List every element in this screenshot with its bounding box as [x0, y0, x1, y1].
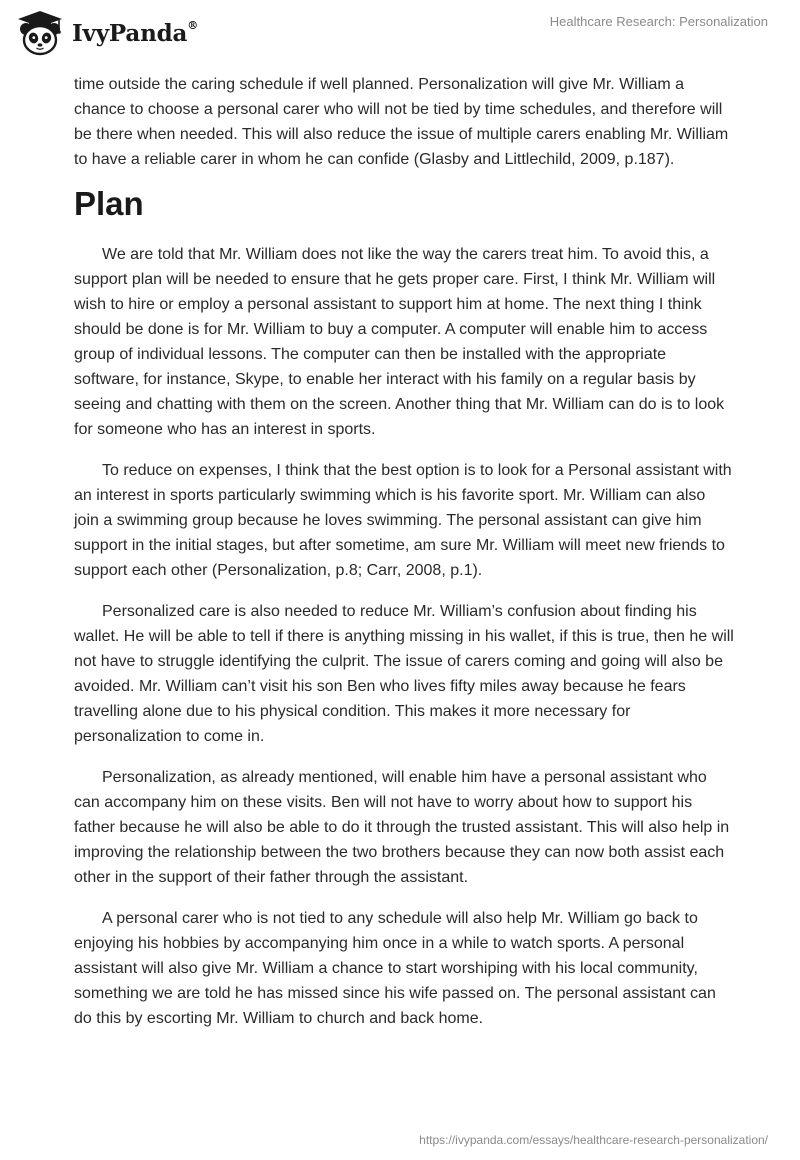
- body-paragraph: A personal carer who is not tied to any schedule will also help Mr. William go back to enjoying his hobbies by accompanying him once in a while to watch sports. A personal assistant will also give Mr. William a chance to start worshiping with his local community, something we are told he has missed since his wife passed on. The personal assistant can do this by escorting Mr. William to church and back home.: [74, 910, 716, 1027]
- panda-graduation-cap-icon: [14, 9, 66, 57]
- body-paragraph: We are told that Mr. William does not like the way the carers treat him. To avoid this, a support plan will be needed to ensure that he gets proper care. First, I think Mr. William will wish to hire or employ a personal assistant to support him at home. The next thing I think should be done is for Mr. William to buy a computer. A computer will enable him to access group of individual lessons. The computer can then be installed with the appropriate software, for instance, Skype, to enable her interact with his family on a regular basis by seeing and chatting with them on the screen. Another thing that Mr. William can do is to look for someone who has an interest in sports.: [74, 246, 725, 438]
- ivypanda-logo[interactable]: [14, 8, 198, 58]
- brand-name: IvyPanda®: [72, 18, 198, 47]
- section-heading: Plan: [74, 185, 144, 222]
- source-url[interactable]: https://ivypanda.com/essays/healthcare-research-personalization/: [419, 1133, 768, 1147]
- body-paragraph: Personalization, as already mentioned, will enable him have a personal assistant who can accompany him on these visits. Ben will not have to worry about how to support his father because he will also be able to do it through the trusted assistant. This will also help in improving the relationship between the two brothers because they can now both assist each other in the support of their father through the assistant.: [74, 769, 730, 886]
- page-header: [0, 0, 800, 70]
- intro-paragraph: time outside the caring schedule if well planned. Personalization will give Mr. William a chance to choose a personal carer who will not be tied by time schedules, and therefore will be there when needed. This will also reduce the issue of multiple carers enabling Mr. William to have a reliable carer in whom he can confide (Glasby and Littlechild, 2009, p.187).: [74, 76, 729, 168]
- essay-body: [74, 72, 734, 1047]
- document-title: Healthcare Research: Personalization: [549, 14, 768, 29]
- body-paragraph: To reduce on expenses, I think that the best option is to look for a Personal assistant with an interest in sports particularly swimming which is his favorite sport. Mr. William can also join a swimming group because he loves swimming. The personal assistant can give him support in the initial stages, but after sometime, am sure Mr. William will meet new friends to support each other (Personalization, p.8; Carr, 2008, p.1).: [74, 462, 732, 579]
- body-paragraph: Personalized care is also needed to reduce Mr. William’s confusion about finding his wallet. He will be able to tell if there is anything missing in his wallet, if this is true, then he will not have to struggle identifying the culprit. The issue of carers coming and going will also be avoided. Mr. William can’t visit his son Ben who lives fifty miles away because he fears travelling alone due to his physical condition. This makes it more necessary for personalization to come in.: [74, 603, 734, 745]
